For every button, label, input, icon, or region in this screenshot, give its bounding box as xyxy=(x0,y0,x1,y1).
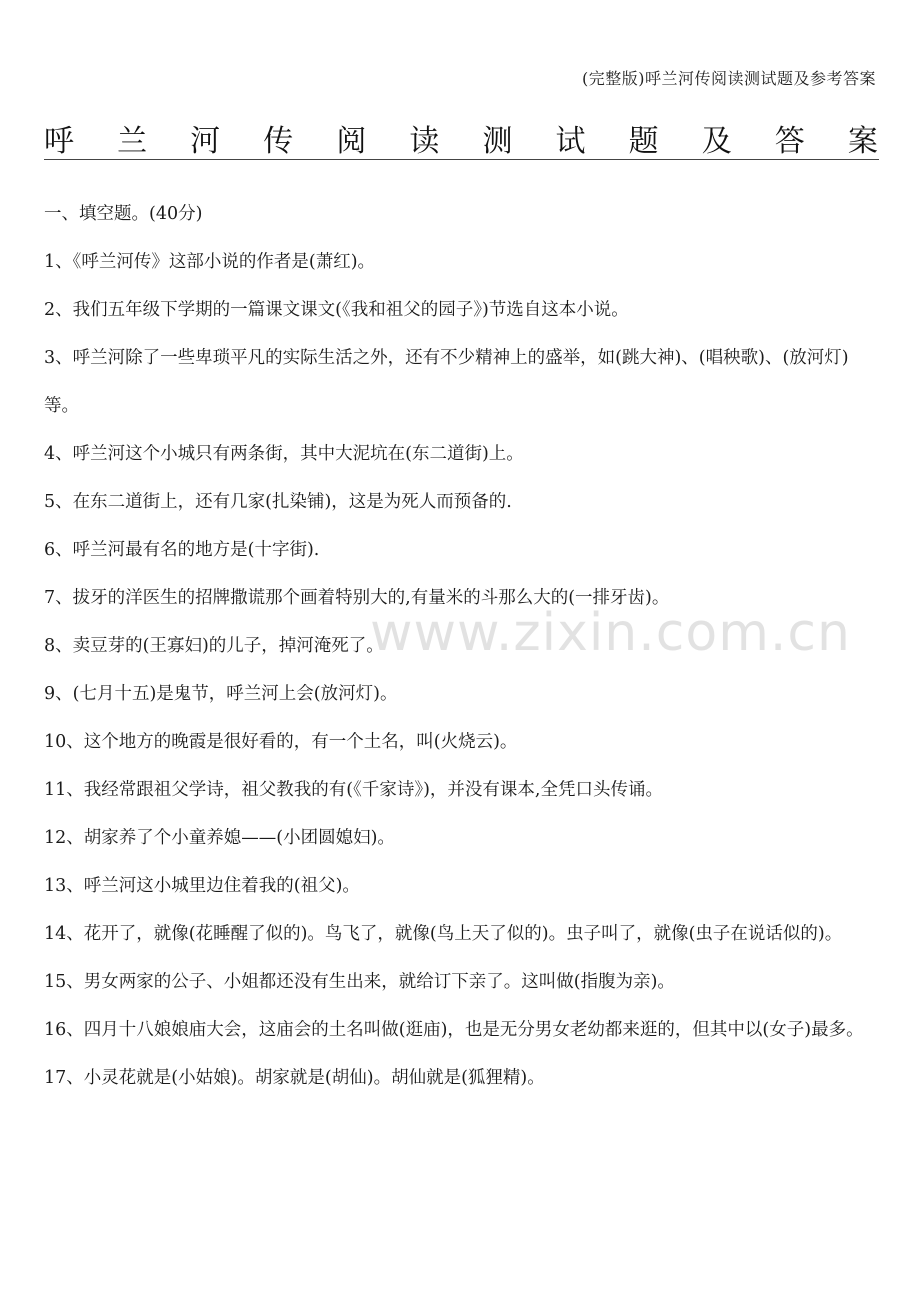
question-6: 6、呼兰河最有名的地方是(十字街). xyxy=(44,540,320,560)
question-7: 7、拔牙的洋医生的招牌撒谎那个画着特别大的,有量米的斗那么大的(一排牙齿)。 xyxy=(44,588,670,608)
question-11: 11、我经常跟祖父学诗，祖父教我的有(《千家诗》)，并没有课本,全凭口头传诵。 xyxy=(44,780,663,800)
question-12: 12、胡家养了个小童养媳——(小团圆媳妇)。 xyxy=(44,828,395,848)
question-17: 17、小灵花就是(小姑娘)。胡家就是(胡仙)。胡仙就是(狐狸精)。 xyxy=(44,1068,545,1088)
title-char: 兰 xyxy=(117,124,148,159)
title-char: 测 xyxy=(482,124,513,159)
title-char: 案 xyxy=(847,124,878,159)
question-13: 13、呼兰河这小城里边住着我的(祖父)。 xyxy=(44,876,360,896)
question-14: 14、花开了，就像(花睡醒了似的)。鸟飞了，就像(鸟上天了似的)。虫子叫了，就像(虫子在说话似的)。 xyxy=(44,924,843,944)
question-1: 1、《呼兰河传》这部小说的作者是(萧红)。 xyxy=(44,252,376,272)
question-3: 3、呼兰河除了一些卑琐平凡的实际生活之外，还有不少精神上的盛举，如(跳大神)、(唱秧歌)、(放河灯)等。 xyxy=(44,348,849,416)
section-heading: 一、填空题。(40分) xyxy=(44,204,203,224)
title-divider xyxy=(44,159,879,160)
question-16: 16、四月十八娘娘庙大会，这庙会的土名叫做(逛庙)，也是无分男女老幼都来逛的，但其中以(女子)最多。 xyxy=(44,1020,864,1040)
question-10: 10、这个地方的晚霞是很好看的，有一个土名，叫(火烧云)。 xyxy=(44,732,518,752)
watermark: www.zixin.com.cn xyxy=(370,603,851,663)
title-char: 阅 xyxy=(336,124,367,159)
title-char: 读 xyxy=(409,124,440,159)
title-char: 传 xyxy=(263,124,294,159)
question-4: 4、呼兰河这个小城只有两条街，其中大泥坑在(东二道街)上。 xyxy=(44,444,524,464)
title-char: 答 xyxy=(774,124,805,159)
title-char: 试 xyxy=(555,124,586,159)
question-5: 5、在东二道街上，还有几家(扎染铺)，这是为死人而预备的. xyxy=(44,492,512,512)
page-title xyxy=(44,118,878,158)
title-char: 题 xyxy=(628,124,659,159)
question-2: 2、我们五年级下学期的一篇课文课文(《我和祖父的园子》)节选自这本小说。 xyxy=(44,300,629,320)
title-char: 河 xyxy=(190,124,221,159)
question-9: 9、(七月十五)是鬼节，呼兰河上会(放河灯)。 xyxy=(44,684,398,704)
title-char: 及 xyxy=(701,124,732,159)
question-8: 8、卖豆芽的(王寡妇)的儿子，掉河淹死了。 xyxy=(44,636,384,656)
question-15: 15、男女两家的公子、小姐都还没有生出来，就给订下亲了。这叫做(指腹为亲)。 xyxy=(44,972,675,992)
title-char: 呼 xyxy=(44,124,74,159)
document-header: (完整版)呼兰河传阅读测试题及参考答案 xyxy=(582,69,876,88)
document-body xyxy=(44,190,880,1102)
